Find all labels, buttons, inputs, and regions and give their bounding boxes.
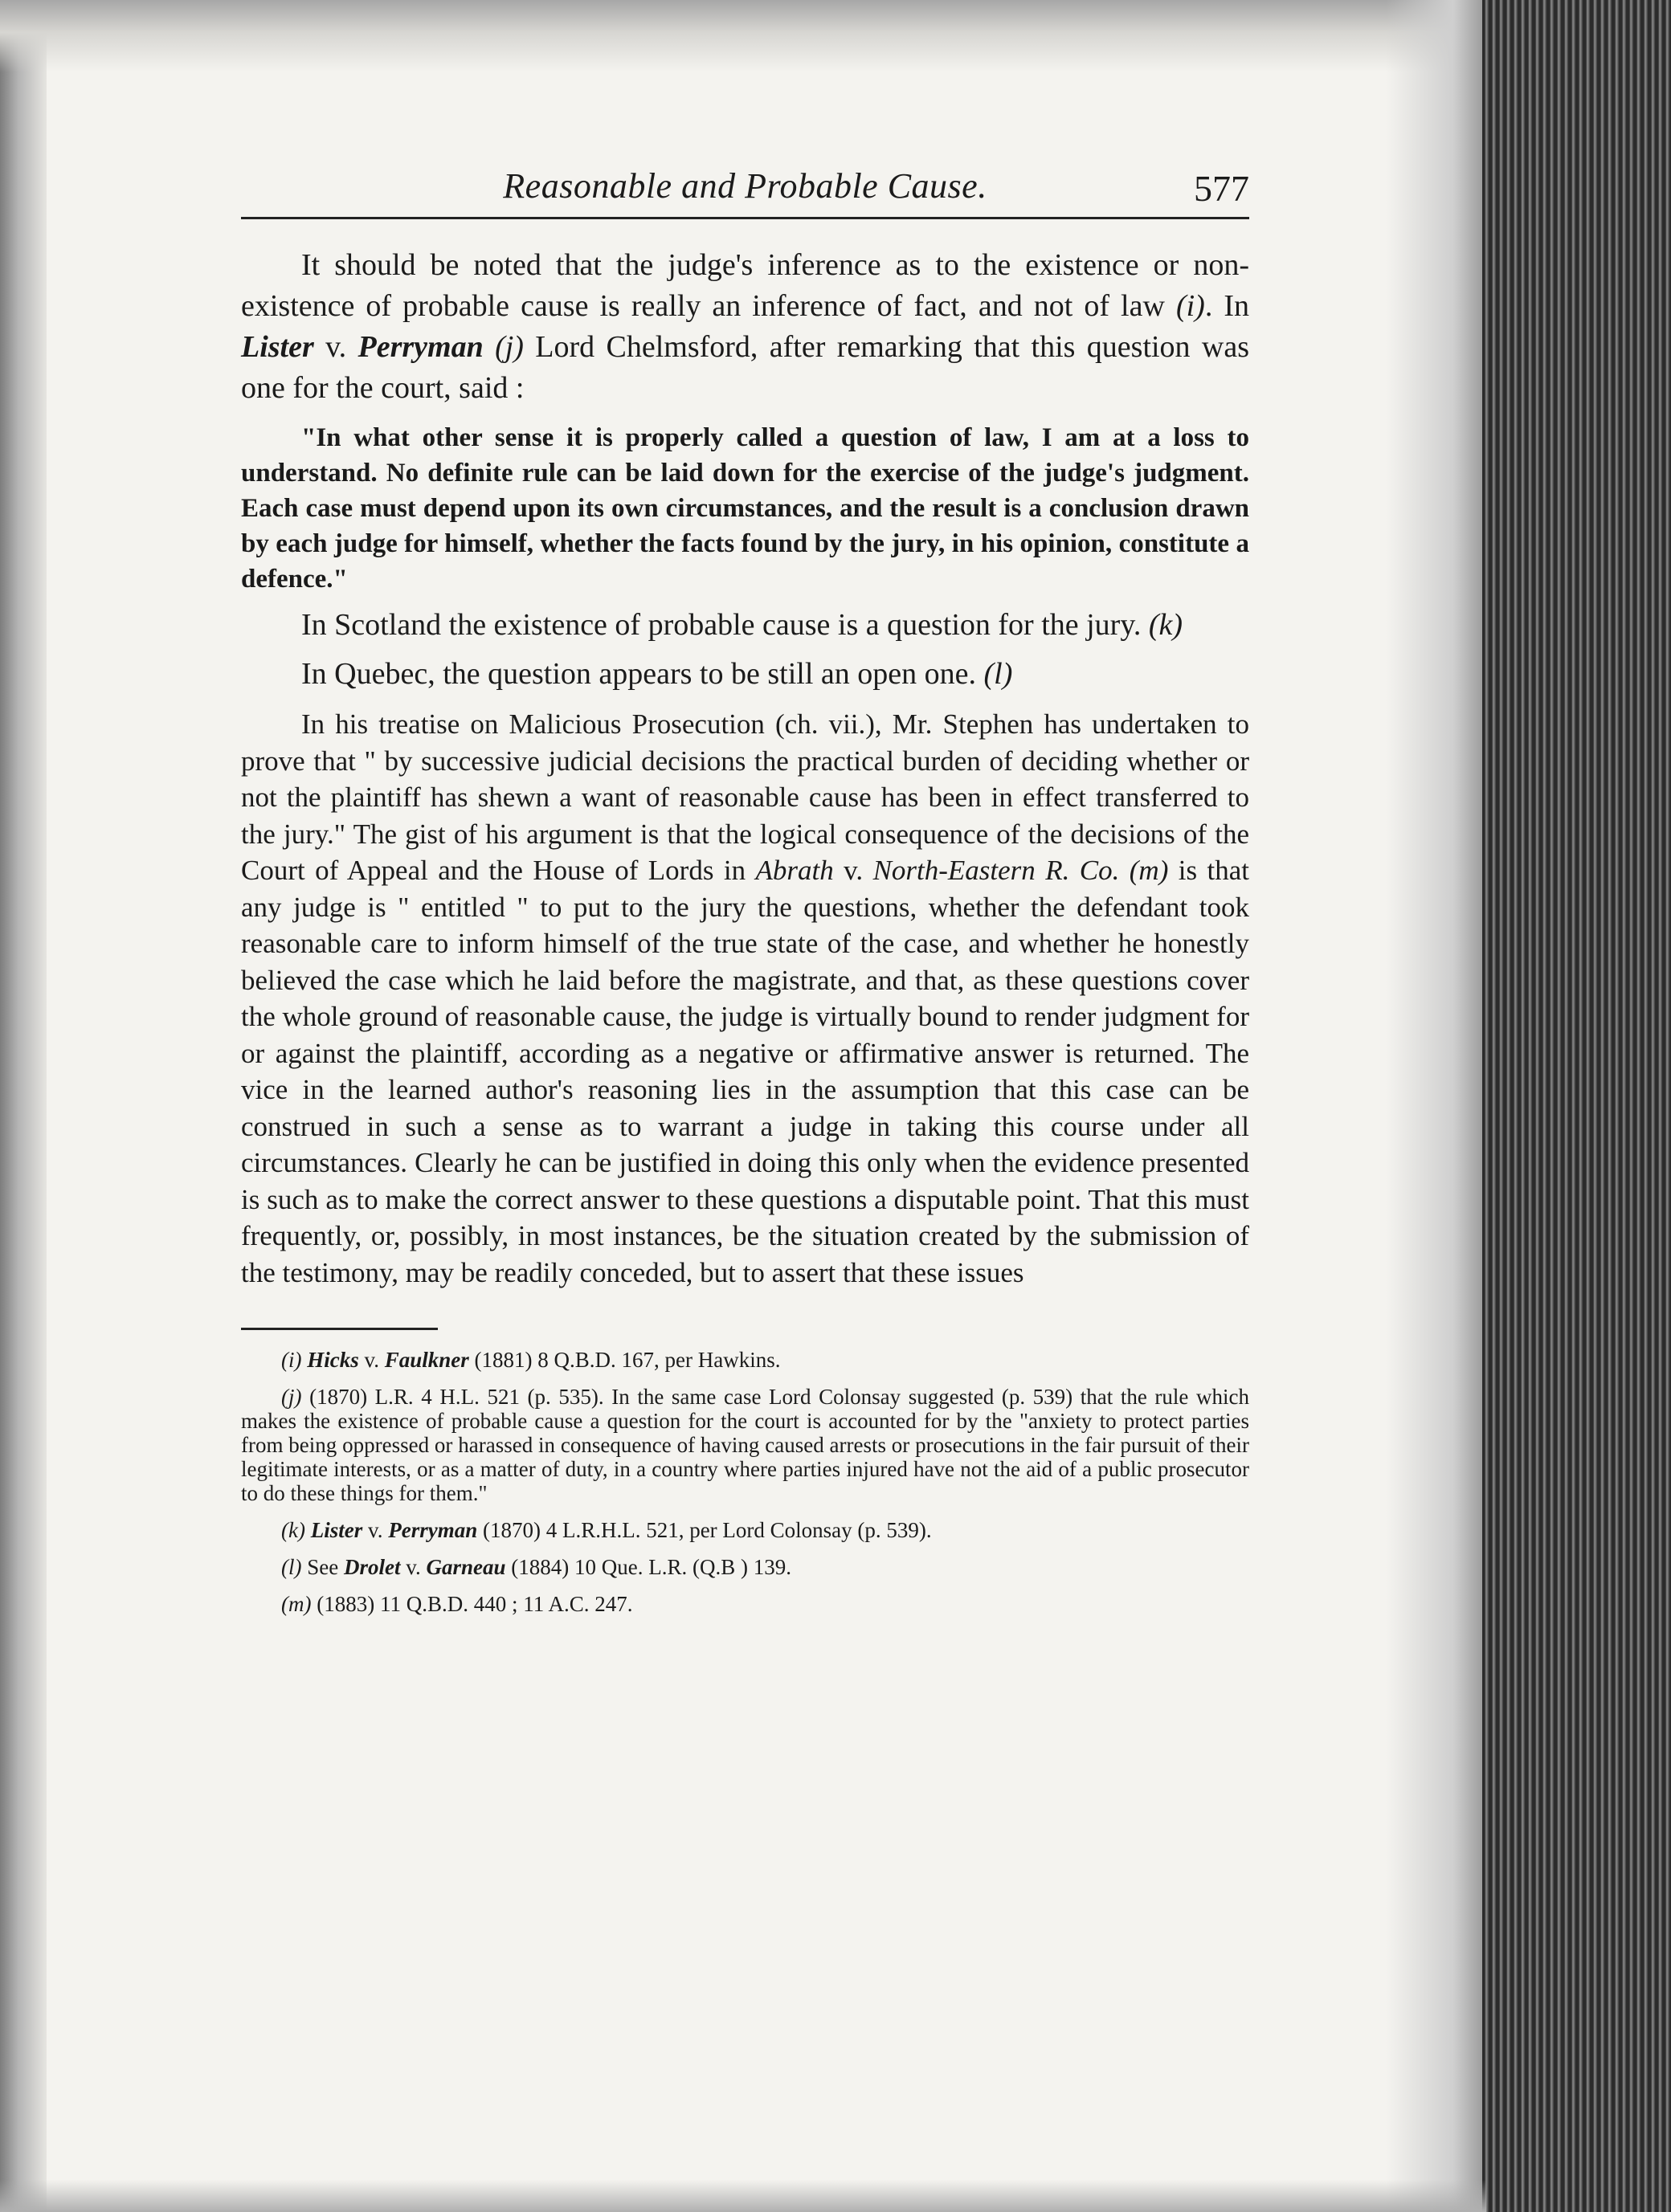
footnote-ref-j: (j) bbox=[495, 330, 524, 364]
footnote-k: (k) Lister v. Perryman (1870) 4 L.R.H.L. 521, per Lord Colonsay (p. 539). bbox=[281, 1518, 932, 1542]
paragraph-quebec: In Quebec, the question appears to be still an open one. (l) bbox=[301, 657, 1013, 691]
paragraph-stephen-treatise: In his treatise on Malicious Prosecution (ch. vii.), Mr. Stephen has undertaken to prove that " by successive judicial decisions the practical burden of deciding whether or not the plaintiff has shewn a want of reasonable cause has been in effect transferred to the jury." The gist of his argument is that the logical consequence of the decisions of the Court of Appeal and the House of Lords in Abrath v. North-Eastern R. Co. (m) is that any judge is " entitled " to put to the jury the questions, whether the defendant took reasonable care to inform himself of the true state of the case, and whether he honestly believed the case which he laid before the magistrate, and that, as these questions cover the whole ground of reasonable cause, the judge is virtually bound to render judgment for or against the plaintiff, according as a negative or affirmative answer is returned. The vice in the learned author's reasoning lies in the assumption that this case can be construed in such a sense as to warrant a judge in taking this course under all circumstances. Clearly he can be justified in doing this only when the evidence presented is such as to make the correct answer to these questions a disputable point. That this must frequently, or, possibly, in most instances, be the situation created by the submission of the testimony, may be readily conceded, but to assert that these issues bbox=[241, 708, 1250, 1288]
paragraph-scotland: In Scotland the existence of probable cause is a question for the jury. (k) bbox=[301, 608, 1183, 642]
footnote-i: (i) Hicks v. Faulkner (1881) 8 Q.B.D. 167, per Hawkins. bbox=[281, 1348, 781, 1372]
footnote-m: (m) (1883) 11 Q.B.D. 440 ; 11 A.C. 247. bbox=[281, 1592, 633, 1616]
running-header bbox=[241, 161, 1249, 219]
footnote-l: (l) See Drolet v. Garneau (1884) 10 Que. L.R. (Q.B ) 139. bbox=[281, 1555, 791, 1579]
footnote-divider bbox=[241, 1328, 438, 1330]
footnote-ref-l: (l) bbox=[983, 657, 1013, 691]
paragraph-judges-inference: It should be noted that the judge's inference as to the existence or non-existence of probable cause is really an inference of fact, and not of law (i). In Lister v. Perryman (j) Lord Chelmsford, after remarking that this question was one for the court, said : bbox=[241, 248, 1250, 405]
book-page-edges bbox=[1482, 0, 1671, 2212]
footnote-ref-k: (k) bbox=[1148, 608, 1183, 642]
scan-left-edge bbox=[0, 0, 47, 2212]
block-quote: "In what other sense it is properly called a question of law, I am at a loss to understand. No definite rule can be laid down for the exercise of the judge's judgment. Each case must depend upon its own circumstances, and the result is a conclusion drawn by each judge for himself, whether the facts found by the jury, in his opinion, constitute a defence." bbox=[241, 423, 1249, 594]
running-title: Reasonable and Probable Cause. bbox=[503, 166, 987, 206]
case-name: Lister bbox=[241, 330, 314, 364]
book-page bbox=[241, 161, 1249, 1629]
scan-top-edge bbox=[0, 0, 1486, 72]
scan-bottom-edge bbox=[0, 2180, 1486, 2212]
footnote-ref-i: (i) bbox=[1175, 289, 1205, 323]
case-name: Abrath bbox=[755, 855, 834, 886]
footnote-j: (j) (1870) L.R. 4 H.L. 521 (p. 535). In the same case Lord Colonsay suggested (p. 539) that the rule which makes the existence of probable cause a question for the court is accounted for by the "anxiety to protect parties from being oppressed or harassed in consequence of having caused arrests or prosecutions in the fair pursuit of their legitimate interests, or as a matter of duty, in a country where parties injured have not the aid of a public prosecutor to do these things for them." bbox=[241, 1385, 1249, 1505]
footnote-ref-m: (m) bbox=[1129, 855, 1169, 886]
case-name: North-Eastern R. Co. bbox=[872, 855, 1120, 886]
footnotes bbox=[241, 1348, 1249, 1616]
case-name: Perryman bbox=[357, 330, 484, 364]
page-number: 577 bbox=[1194, 168, 1249, 209]
scan-right-shadow bbox=[1386, 0, 1482, 2212]
